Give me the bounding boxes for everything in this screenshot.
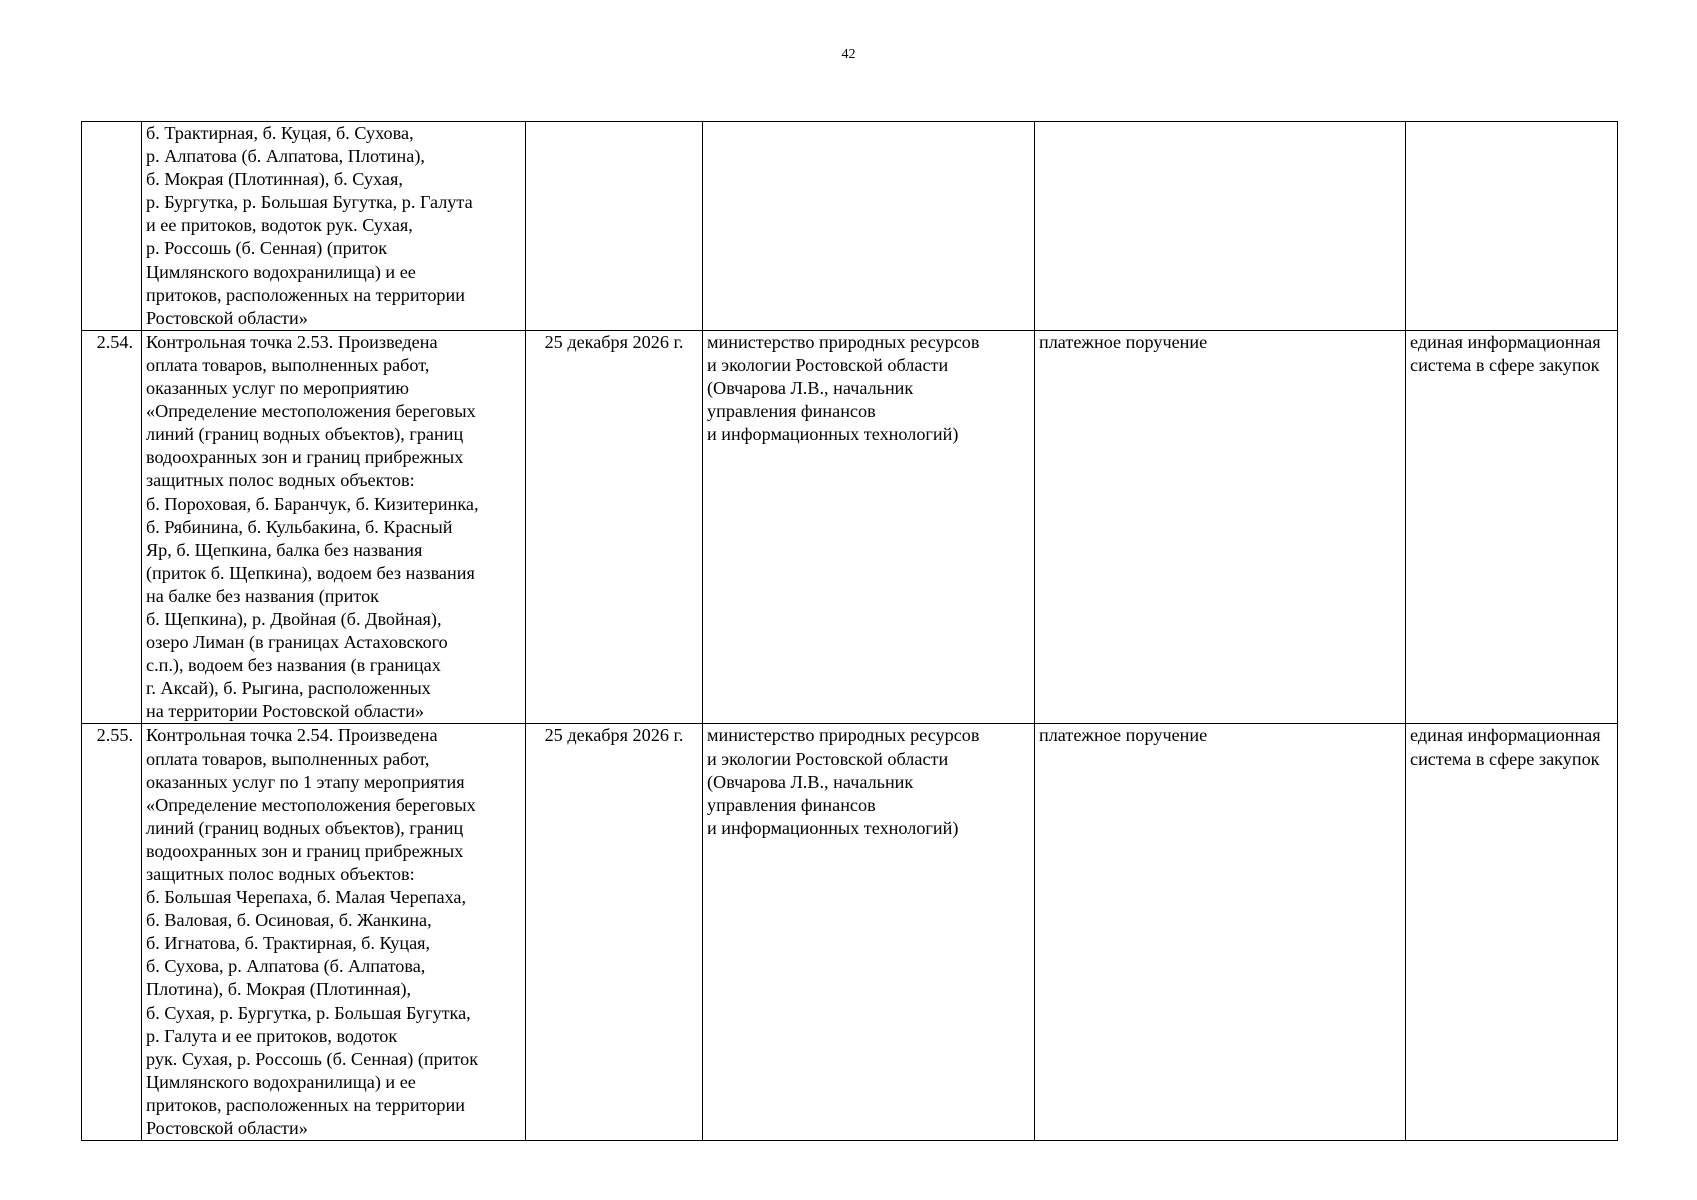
description-line: оказанных услуг по мероприятию xyxy=(146,378,409,399)
responsible-line: и информационных технологий) xyxy=(707,817,959,838)
table-row xyxy=(82,330,1618,724)
description-line: притоков, расположенных на территории xyxy=(146,1094,465,1115)
description-line: р. Галута и ее притоков, водоток xyxy=(146,1025,398,1046)
description-line: Цимлянского водохранилища) и ее xyxy=(146,261,416,282)
description-line: с.п.), водоем без названия (в границах xyxy=(146,655,441,676)
description-line: Ростовской области» xyxy=(146,307,308,328)
description-line: линий (границ водных объектов), границ xyxy=(146,424,464,445)
description-line: б. Пороховая, б. Баранчук, б. Кизитеринка, xyxy=(146,493,479,514)
system-cell xyxy=(1406,122,1618,331)
description-line: р. Алпатова (б. Алпатова, Плотина), xyxy=(146,146,425,167)
description-line: Ростовской области» xyxy=(146,1118,308,1139)
system-line: единая информационная xyxy=(1410,725,1601,746)
description-line: б. Сухая, р. Бургутка, р. Большая Бугутка, xyxy=(146,1002,471,1023)
description-line: оплата товаров, выполненных работ, xyxy=(146,748,430,769)
description-line: г. Аксай), б. Рыгина, расположенных xyxy=(146,678,431,699)
description-cell xyxy=(142,122,526,331)
responsible-cell xyxy=(703,122,1035,331)
row-number: 2.55. xyxy=(82,724,142,1141)
description-line: б. Валовая, б. Осиновая, б. Жанкина, xyxy=(146,910,432,931)
description-line: Контрольная точка 2.54. Произведена xyxy=(146,725,438,746)
description-line: р. Бургутка, р. Большая Бугутка, р. Галута xyxy=(146,192,473,213)
system-line: единая информационная xyxy=(1410,331,1601,352)
description-line: б. Игнатова, б. Трактирная, б. Куцая, xyxy=(146,933,431,954)
description-line: б. Сухова, р. Алпатова (б. Алпатова, xyxy=(146,956,426,977)
description-line: Цимлянского водохранилища) и ее xyxy=(146,1071,416,1092)
document-cell: платежное поручение xyxy=(1035,724,1406,1141)
page-number: 42 xyxy=(841,47,856,62)
responsible-line: управления финансов xyxy=(707,794,876,815)
responsible-line: управления финансов xyxy=(707,401,876,422)
responsible-line: и информационных технологий) xyxy=(707,424,959,445)
description-line: (приток б. Щепкина), водоем без названия xyxy=(146,562,475,583)
document-cell: платежное поручение xyxy=(1035,330,1406,724)
description-line: р. Россошь (б. Сенная) (приток xyxy=(146,238,388,259)
table-row xyxy=(82,724,1618,1141)
row-number xyxy=(82,122,142,331)
description-cell xyxy=(142,724,526,1141)
system-line: система в сфере закупок xyxy=(1410,354,1600,375)
table-row xyxy=(82,122,1618,331)
description-line: оплата товаров, выполненных работ, xyxy=(146,354,430,375)
system-line: система в сфере закупок xyxy=(1410,748,1600,769)
description-line: защитных полос водных объектов: xyxy=(146,470,415,491)
responsible-line: министерство природных ресурсов xyxy=(707,331,980,352)
responsible-line: министерство природных ресурсов xyxy=(707,725,980,746)
description-line: водоохранных зон и границ прибрежных xyxy=(146,840,464,861)
responsible-line: и экологии Ростовской области xyxy=(707,354,949,375)
description-line: на территории Ростовской области» xyxy=(146,701,425,722)
system-cell xyxy=(1406,330,1618,724)
description-line: притоков, расположенных на территории xyxy=(146,284,465,305)
description-line: Плотина), б. Мокрая (Плотинная), xyxy=(146,979,412,1000)
row-number: 2.54. xyxy=(82,330,142,724)
description-line: линий (границ водных объектов), границ xyxy=(146,817,464,838)
description-line: б. Трактирная, б. Куцая, б. Сухова, xyxy=(146,123,414,143)
description-line: б. Щепкина), р. Двойная (б. Двойная), xyxy=(146,608,442,629)
description-line: рук. Сухая, р. Россошь (б. Сенная) (приток xyxy=(146,1048,479,1069)
description-line: оказанных услуг по 1 этапу мероприятия xyxy=(146,771,465,792)
description-line: защитных полос водных объектов: xyxy=(146,864,415,884)
date-cell xyxy=(526,122,703,331)
date-cell: 25 декабря 2026 г. xyxy=(526,330,703,724)
description-cell xyxy=(142,330,526,724)
document-cell xyxy=(1035,122,1406,331)
description-line: «Определение местоположения береговых xyxy=(146,401,476,422)
date-cell: 25 декабря 2026 г. xyxy=(526,724,703,1141)
description-line: Яр, б. Щепкина, балка без названия xyxy=(146,539,423,560)
description-line: на балке без названия (приток xyxy=(146,585,380,606)
responsible-line: и экологии Ростовской области xyxy=(707,748,949,769)
system-cell xyxy=(1406,724,1618,1141)
description-line: озеро Лиман (в границах Астаховского xyxy=(146,632,448,653)
responsible-cell xyxy=(703,330,1035,724)
description-line: «Определение местоположения береговых xyxy=(146,794,476,815)
responsible-cell xyxy=(703,724,1035,1141)
responsible-line: (Овчарова Л.В., начальник xyxy=(707,378,914,399)
responsible-line: (Овчарова Л.В., начальник xyxy=(707,771,914,792)
control-points-table xyxy=(81,121,1618,1141)
description-line: Контрольная точка 2.53. Произведена xyxy=(146,331,438,352)
description-line: б. Мокрая (Плотинная), б. Сухая, xyxy=(146,169,403,190)
description-line: и ее притоков, водоток рук. Сухая, xyxy=(146,215,413,236)
description-line: б. Рябинина, б. Кульбакина, б. Красный xyxy=(146,516,453,537)
description-line: водоохранных зон и границ прибрежных xyxy=(146,447,464,468)
description-line: б. Большая Черепаха, б. Малая Черепаха, xyxy=(146,887,467,908)
